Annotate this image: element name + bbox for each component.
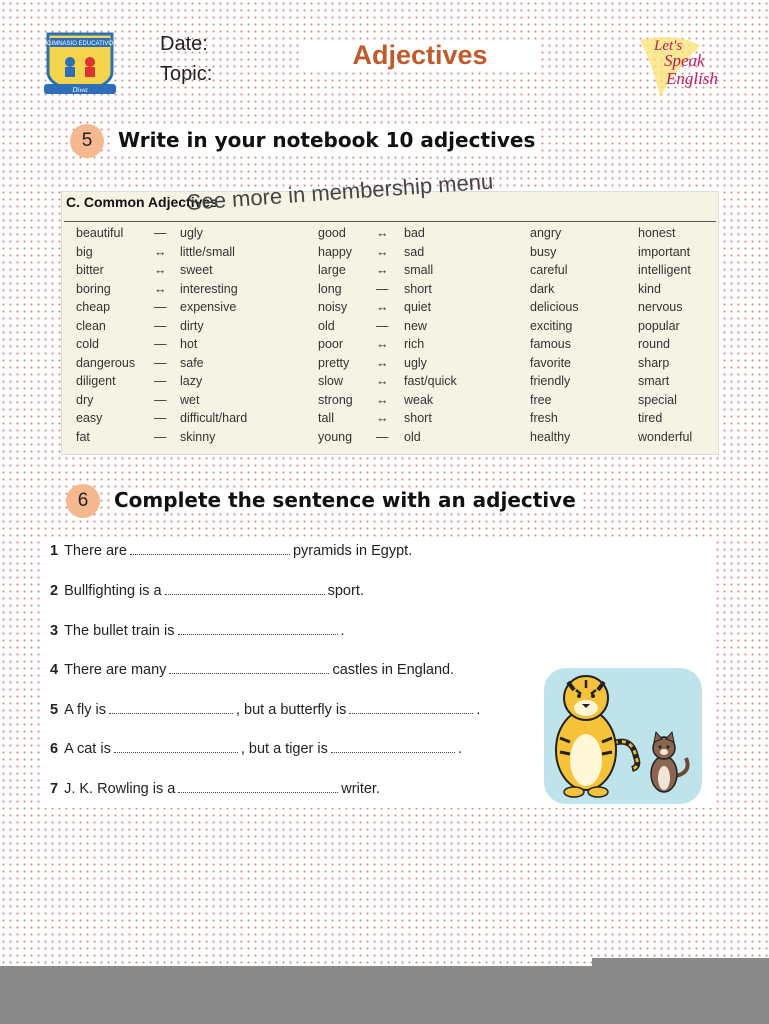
sentence-number: 7 (50, 781, 59, 797)
adjective-cell: busy (530, 244, 557, 259)
adjective-cell: big (76, 244, 93, 259)
adjective-cell: nervous (638, 300, 683, 314)
logo-line-3: English (666, 69, 718, 88)
opposite-cell: rich (404, 337, 425, 351)
adjective-cell: special (638, 392, 677, 407)
logo-line-1: Let's (654, 38, 683, 54)
opposite-cell: expensive (180, 300, 237, 314)
date-label: Date: (160, 33, 208, 55)
arrow-cell: — (154, 318, 167, 333)
opposite-cell: little/small (180, 244, 235, 259)
adjective-cell: bitter (76, 263, 104, 277)
adjective-cell: fresh (530, 411, 558, 425)
membership-watermark: See more in membership menu (186, 168, 494, 215)
adjective-cell: poor (318, 337, 344, 351)
arrow-cell: ↔ (376, 300, 389, 314)
school-logo (40, 26, 120, 96)
adjective-cell: dark (530, 281, 555, 296)
opposite-cell: sad (404, 244, 425, 259)
arrow-cell: ↔ (376, 337, 389, 351)
opposite-cell: difficult/hard (180, 411, 248, 425)
opposite-cell: hot (180, 337, 198, 351)
adjective-cell: free (530, 392, 552, 407)
adjective-cell: easy (76, 411, 103, 425)
adjective-cell: happy (318, 244, 353, 259)
sentence-text: , but a butterfly is (235, 702, 347, 718)
sentence-number: 3 (50, 623, 59, 639)
sentence-text: A cat is (64, 741, 111, 757)
adjective-cell: noisy (318, 300, 348, 314)
adjective-cell: clean (76, 318, 106, 333)
adjective-cell: round (638, 337, 670, 351)
arrow-cell: — (154, 300, 167, 314)
adjective-cell: long (318, 281, 342, 296)
adjective-cell: slow (318, 374, 344, 388)
section-6-number-badge: 6 (66, 484, 100, 518)
arrow-cell: — (154, 429, 167, 444)
arrow-cell: — (376, 429, 389, 444)
arrow-cell: — (154, 411, 167, 425)
tiger-and-cat-illustration (544, 668, 702, 804)
adjective-cell: angry (530, 226, 562, 240)
section-5-title: Write in your notebook 10 adjectives (114, 128, 539, 152)
adjective-cell: pretty (318, 355, 350, 370)
adjective-cell: strong (318, 392, 353, 407)
sentence-text: sport. (327, 583, 364, 599)
arrow-cell: ↔ (376, 244, 389, 259)
adjective-cell: healthy (530, 429, 571, 444)
sentence-text: . (476, 702, 481, 718)
adjective-cell: fat (76, 429, 90, 444)
adjective-cell: wonderful (638, 429, 693, 444)
sentence-text: J. K. Rowling is a (64, 781, 176, 797)
sentence-text: writer. (341, 781, 380, 797)
arrow-cell: — (376, 281, 389, 296)
lets-speak-english-logo (636, 30, 740, 100)
answer-blank[interactable] (130, 542, 290, 555)
sentence-number: 4 (50, 662, 59, 678)
arrow-cell: — (154, 337, 167, 351)
arrow-cell: — (154, 392, 167, 407)
sentence-number: 2 (50, 583, 59, 599)
answer-blank[interactable] (169, 661, 329, 674)
answer-blank[interactable] (178, 622, 338, 635)
arrow-cell: — (376, 318, 389, 333)
arrow-cell: ↔ (376, 374, 389, 388)
adjective-cell: intelligent (638, 263, 691, 277)
sentence-number: 1 (50, 543, 59, 559)
opposite-cell: lazy (180, 374, 203, 388)
sentence-3 (50, 622, 345, 639)
adjective-cell: honest (638, 226, 676, 240)
adjective-cell: delicious (530, 300, 579, 314)
adjective-cell: large (318, 263, 346, 277)
sentence-number: 6 (50, 741, 59, 757)
sentence-1 (50, 542, 412, 559)
sentence-text: . (340, 623, 345, 639)
sentence-text: A fly is (64, 702, 106, 718)
sentence-5 (50, 701, 480, 718)
adjective-cell: old (318, 318, 335, 333)
opposite-cell: short (404, 281, 432, 296)
answer-blank[interactable] (178, 780, 338, 793)
sentence-text: The bullet train is (64, 623, 175, 639)
adjective-cell: cheap (76, 300, 111, 314)
opposite-cell: interesting (180, 281, 238, 296)
answer-blank[interactable] (349, 701, 473, 714)
sentence-4 (50, 661, 454, 678)
opposite-cell: small (404, 263, 434, 277)
opposite-cell: dirty (180, 318, 204, 333)
adjective-cell: dangerous (76, 355, 136, 370)
sentence-text: . (457, 741, 462, 757)
adjective-cell: young (318, 429, 353, 444)
section-6-title: Complete the sentence with an adjective (110, 488, 580, 512)
sentence-6 (50, 740, 462, 757)
arrow-cell: ↔ (376, 392, 389, 407)
adjective-cell: careful (530, 263, 568, 277)
adjective-cell: popular (638, 318, 680, 333)
opposite-cell: wet (180, 392, 200, 407)
school-logo-top-text: GIMNASIO EDUCATIVO (46, 41, 114, 47)
adjective-cell: exciting (530, 318, 573, 333)
logo-line-2: Speak (664, 51, 705, 70)
opposite-cell: short (404, 411, 432, 425)
opposite-cell: bad (404, 226, 425, 240)
adjective-cell: tired (638, 411, 663, 425)
arrow-cell: ↔ (376, 226, 389, 240)
table-rule (64, 221, 716, 222)
opposite-cell: ugly (180, 226, 203, 240)
sentence-text: castles in England. (332, 662, 455, 678)
sentence-text: There are many (64, 662, 167, 678)
arrow-cell: ↔ (154, 281, 167, 296)
tiger-icon (556, 676, 637, 797)
opposite-cell: safe (180, 355, 204, 370)
opposite-cell: new (404, 318, 427, 333)
arrow-cell: — (154, 374, 167, 388)
adjective-cell: favorite (530, 355, 571, 370)
sentence-2 (50, 582, 364, 599)
sentence-7 (50, 780, 380, 797)
footer-bar (0, 966, 769, 1024)
adjective-cell: sharp (638, 355, 670, 370)
arrow-cell: — (154, 355, 167, 370)
answer-blank[interactable] (109, 701, 233, 714)
arrow-cell: ↔ (376, 411, 389, 425)
adjective-cell: famous (530, 337, 571, 351)
adjective-cell: important (638, 244, 691, 259)
opposite-cell: ugly (404, 355, 427, 370)
adjective-cell: boring (76, 281, 111, 296)
sentence-text: Bullfighting is a (64, 583, 162, 599)
adjective-cell: smart (638, 374, 670, 388)
arrow-cell: ↔ (154, 263, 167, 277)
adjective-cell: beautiful (76, 226, 124, 240)
adjective-cell: tall (318, 411, 334, 425)
answer-blank[interactable] (331, 740, 455, 753)
sentence-text: , but a tiger is (240, 741, 328, 757)
arrow-cell: — (154, 226, 167, 240)
arrow-cell: ↔ (154, 244, 167, 259)
adjective-cell: kind (638, 281, 661, 296)
arrow-cell: ↔ (376, 263, 389, 277)
sentence-text: There are (64, 543, 127, 559)
school-logo-bottom-text: Diwa (72, 86, 88, 94)
adjective-cell: diligent (76, 374, 116, 388)
arrow-cell: ↔ (376, 355, 389, 370)
opposite-cell: fast/quick (404, 374, 457, 388)
sentence-text: pyramids in Egypt. (292, 543, 413, 559)
adjectives-table-heading: C. Common Adjectives (66, 194, 218, 210)
adjective-cell: friendly (530, 374, 571, 388)
opposite-cell: weak (404, 392, 434, 407)
page-title: Adjectives (300, 40, 540, 71)
adjective-cell: cold (76, 337, 99, 351)
answer-blank[interactable] (114, 740, 238, 753)
opposite-cell: old (404, 429, 421, 444)
opposite-cell: skinny (180, 429, 216, 444)
opposite-cell: quiet (404, 300, 432, 314)
cat-icon (651, 732, 688, 792)
sentence-number: 5 (50, 702, 59, 718)
answer-blank[interactable] (165, 582, 325, 595)
section-5-number-badge: 5 (70, 124, 104, 158)
adjective-cell: good (318, 226, 346, 240)
topic-label: Topic: (160, 63, 213, 85)
opposite-cell: sweet (180, 263, 213, 277)
adjective-cell: dry (76, 392, 94, 407)
